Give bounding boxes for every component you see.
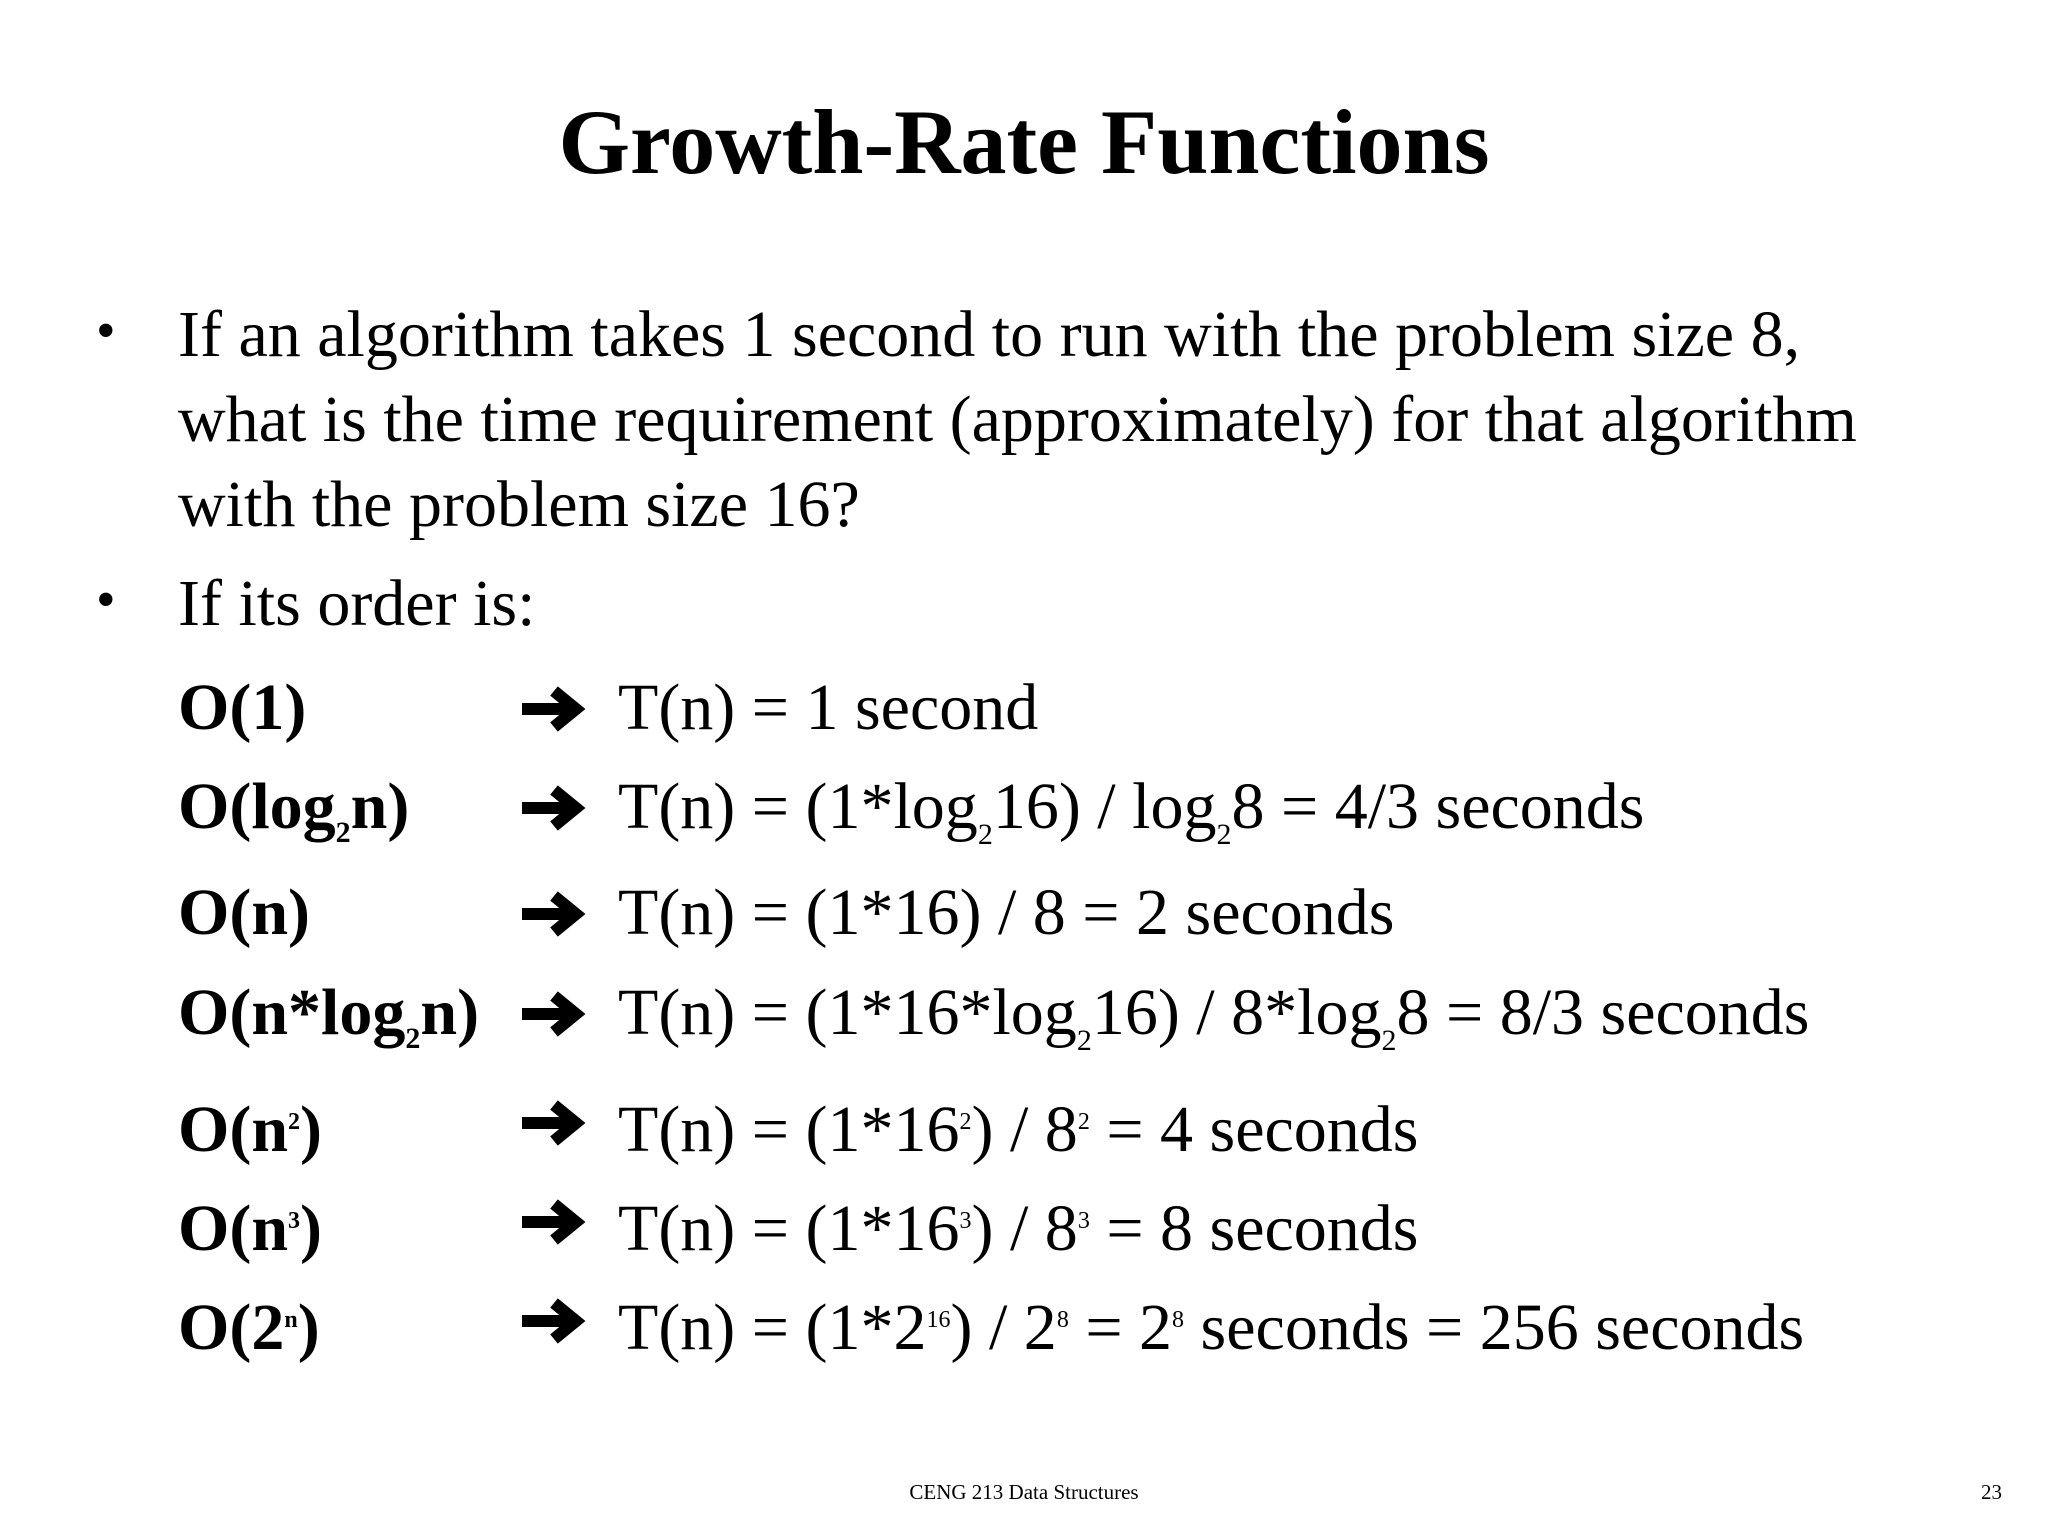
- order-formula: [618, 1077, 1419, 1175]
- footer-course: CENG 213 Data Structures: [909, 1480, 1139, 1504]
- order-formula: [618, 762, 1644, 880]
- order-row: [0, 868, 2048, 958]
- text-run: 8 = 4/3 seconds: [1231, 770, 1645, 843]
- right-arrow-icon: [516, 1198, 586, 1246]
- superscript: 16: [926, 1307, 951, 1333]
- text-run: ): [297, 1291, 320, 1364]
- page-number: 23: [1981, 1480, 2002, 1504]
- right-arrow-icon: [516, 1099, 586, 1147]
- superscript: 2: [959, 1109, 972, 1135]
- text-run: 8 = 8/3 seconds: [1396, 976, 1810, 1049]
- text-run: ): [300, 1093, 323, 1166]
- order-label: [178, 663, 306, 753]
- order-formula: [618, 663, 1038, 753]
- text-run: T(n) = 1 second: [618, 671, 1039, 744]
- subscript: 2: [1076, 1024, 1092, 1057]
- text-run: O(n*log: [178, 976, 406, 1049]
- order-row: [0, 762, 2048, 852]
- bullet-question: [178, 292, 1857, 547]
- order-label: [178, 762, 409, 878]
- superscript: 2: [288, 1109, 301, 1135]
- superscript: 2: [1077, 1109, 1090, 1135]
- right-arrow-icon: [516, 990, 586, 1038]
- text-run: ) / 2: [950, 1291, 1057, 1364]
- superscript: 3: [288, 1208, 301, 1234]
- superscript: 8: [1172, 1307, 1185, 1333]
- order-formula: [618, 1176, 1419, 1274]
- text-run: O(n): [178, 876, 310, 949]
- text-run: 16) / log: [992, 770, 1217, 843]
- order-formula: [618, 868, 1394, 958]
- text-run: ): [300, 1192, 323, 1265]
- bullet-question-line: what is the time requirement (approximately) for that algorithm: [178, 383, 1857, 456]
- right-arrow-icon: [516, 890, 586, 938]
- order-row: [0, 1176, 2048, 1266]
- bullet-order-intro: [178, 561, 535, 646]
- subscript: 2: [1216, 818, 1232, 851]
- text-run: n): [350, 770, 410, 843]
- text-run: = 8 seconds: [1089, 1192, 1419, 1265]
- right-arrow-icon: [516, 685, 586, 733]
- order-row: [0, 968, 2048, 1058]
- text-run: = 4 seconds: [1089, 1093, 1419, 1166]
- text-run: ) / 8: [971, 1192, 1078, 1265]
- text-run: O(log: [178, 770, 336, 843]
- order-label: [178, 868, 310, 958]
- superscript: 3: [1077, 1208, 1090, 1234]
- text-run: T(n) = (1*16) / 8 = 2 seconds: [618, 876, 1395, 949]
- subscript: 2: [335, 816, 351, 849]
- text-run: O(2: [178, 1291, 285, 1364]
- order-label: [178, 968, 479, 1084]
- text-run: seconds = 256 seconds: [1184, 1291, 1805, 1364]
- subscript: 2: [405, 1022, 421, 1055]
- order-row: [0, 663, 2048, 753]
- bullet-order-intro-line: If its order is:: [178, 567, 536, 640]
- order-label: [178, 1275, 320, 1373]
- bullet-marker: •: [96, 569, 116, 631]
- subscript: 2: [977, 818, 993, 851]
- text-run: 16) / 8*log: [1091, 976, 1382, 1049]
- text-run: T(n) = (1*log: [618, 770, 978, 843]
- right-arrow-icon: [516, 784, 586, 832]
- order-label: [178, 1077, 322, 1175]
- superscript: 3: [959, 1208, 972, 1234]
- bullet-question-line: with the problem size 16?: [178, 468, 860, 541]
- text-run: T(n) = (1*2: [618, 1291, 927, 1364]
- text-run: ) / 8: [971, 1093, 1078, 1166]
- text-run: T(n) = (1*16: [618, 1192, 960, 1265]
- superscript: 8: [1056, 1307, 1069, 1333]
- order-row: [0, 1275, 2048, 1365]
- text-run: O(1): [178, 671, 307, 744]
- text-run: T(n) = (1*16*log: [618, 976, 1077, 1049]
- bullet-question-line: If an algorithm takes 1 second to run with the problem size 8,: [178, 298, 1801, 371]
- bullet-marker: •: [96, 300, 116, 362]
- right-arrow-icon: [516, 1297, 586, 1345]
- text-run: T(n) = (1*16: [618, 1093, 960, 1166]
- order-row: [0, 1077, 2048, 1167]
- text-run: O(n: [178, 1192, 289, 1265]
- slide-title: Growth-Rate Functions: [558, 91, 1490, 193]
- text-run: O(n: [178, 1093, 289, 1166]
- order-formula: [618, 1275, 1804, 1373]
- order-formula: [618, 968, 1809, 1086]
- text-run: n): [420, 976, 480, 1049]
- text-run: = 2: [1068, 1291, 1173, 1364]
- subscript: 2: [1381, 1024, 1397, 1057]
- superscript: n: [284, 1307, 298, 1333]
- order-label: [178, 1176, 322, 1274]
